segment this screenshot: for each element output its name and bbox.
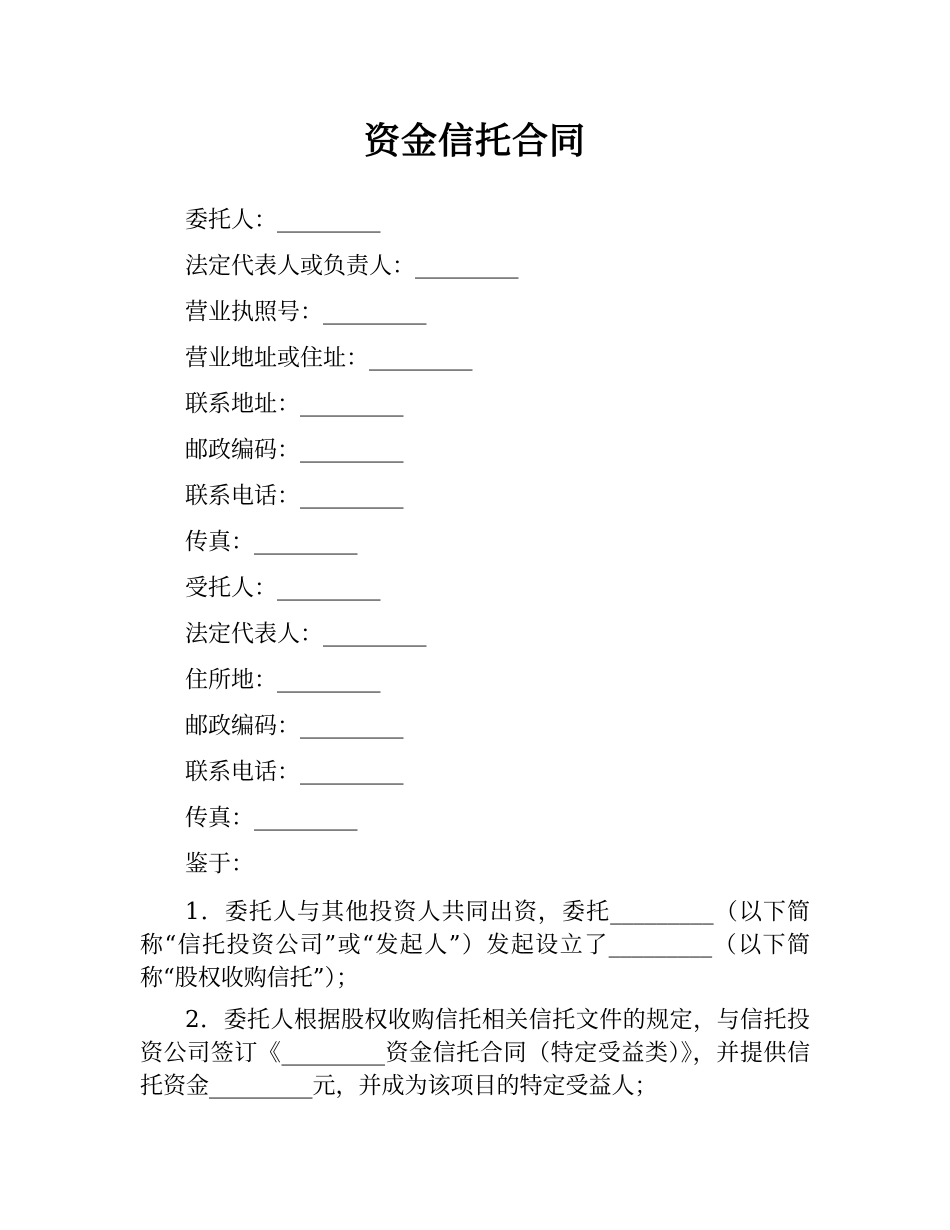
field-trustee-fax: 传真：_________	[185, 805, 358, 831]
field-trustee-legal-rep: 法定代表人：_________	[185, 621, 427, 647]
field-trustor-legal-rep: 法定代表人或负责人：_________	[185, 253, 519, 279]
paragraph-1: 1．委托人与其他投资人共同出资，委托_________（以下简称“信托投资公司”或“发起人”）发起设立了_________（以下简称“股权收购信托”）；	[140, 899, 810, 991]
field-business-license-no: 营业执照号：_________	[185, 299, 427, 325]
party-fields	[185, 202, 865, 892]
field-whereas: 鉴于：	[185, 851, 254, 877]
paragraph-2: 2．委托人根据股权收购信托相关信托文件的规定，与信托投资公司签订《_________资金信托合同（特定受益类）》，并提供信托资金_________元，并成为该项目的特定受益人；	[140, 1007, 810, 1099]
field-trustor: 委托人：_________	[185, 207, 381, 233]
field-trustee: 受托人：_________	[185, 575, 381, 601]
field-trustee-postcode: 邮政编码：_________	[185, 713, 404, 739]
document-title: 资金信托合同	[363, 121, 586, 162]
field-business-address: 营业地址或住址：_________	[185, 345, 473, 371]
field-trustee-phone: 联系电话：_________	[185, 759, 404, 785]
field-trustor-fax: 传真：_________	[185, 529, 358, 555]
field-domicile: 住所地：_________	[185, 667, 381, 693]
field-trustor-phone: 联系电话：_________	[185, 483, 404, 509]
field-contact-address: 联系地址：_________	[185, 391, 404, 417]
field-trustor-postcode: 邮政编码：_________	[185, 437, 404, 463]
